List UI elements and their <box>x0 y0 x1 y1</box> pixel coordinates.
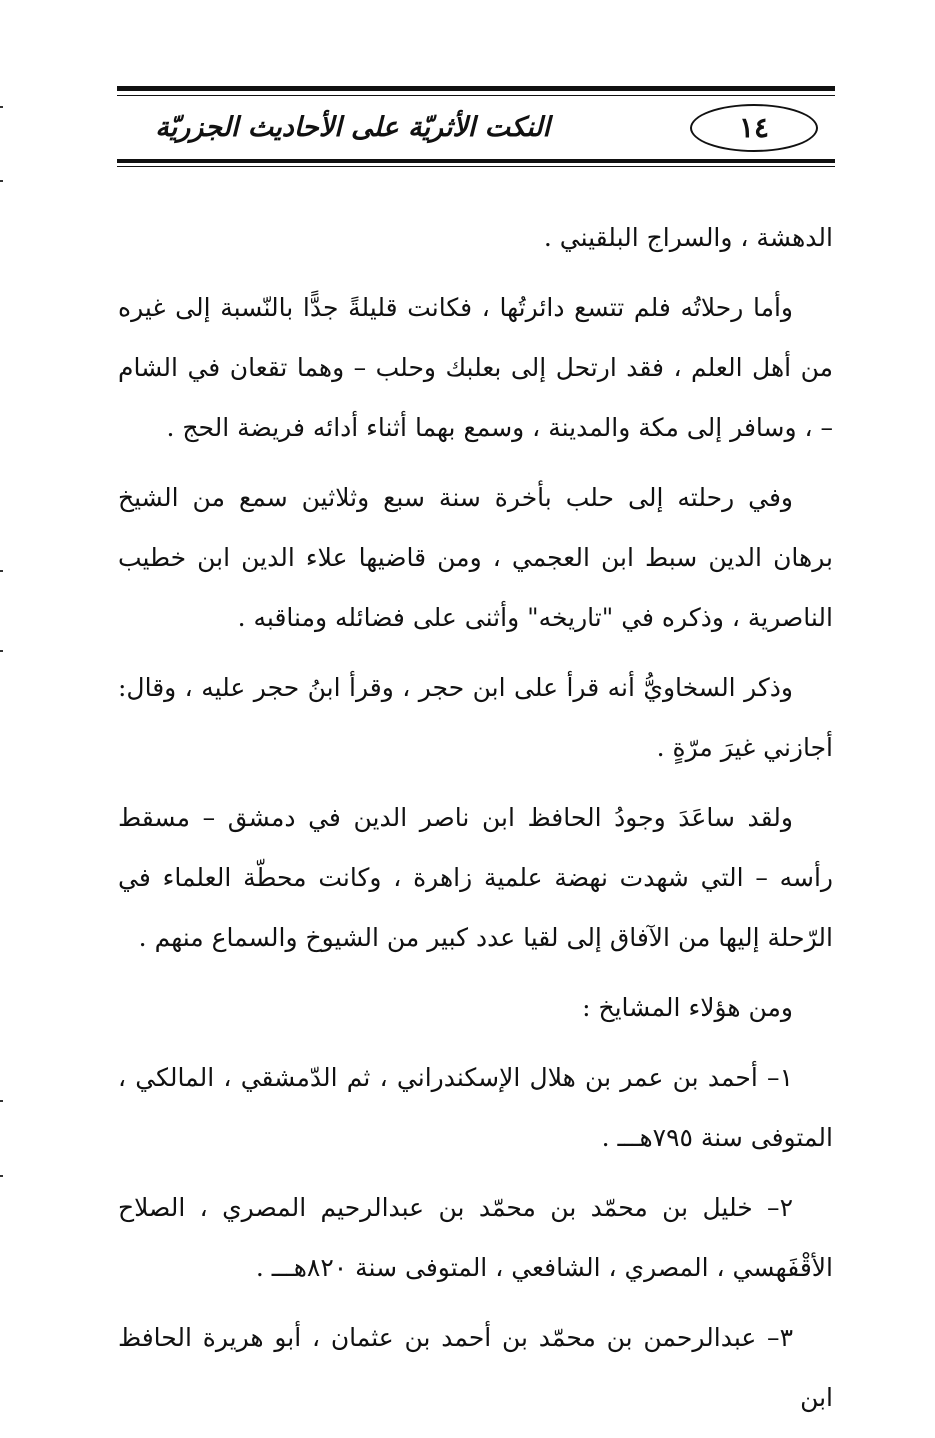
list-item: ٣– عبدالرحمن بن محمّد بن أحمد بن عثمان ، أبو هريرة الحافظ ابن <box>118 1323 833 1412</box>
body-text <box>118 208 833 1438</box>
paragraph: ومن هؤلاء المشايخ : <box>582 993 793 1022</box>
scan-margin-mark <box>0 570 3 572</box>
paragraph: وأما رحلاتُه فلم تتسع دائرتُها ، فكانت قليلةً جدًّا بالنّسبة إلى غيره من أهل العلم ، فقد ارتحل إلى بعلبك وحلب – وهما تقعان في الشام – ، وسافر إلى مكة والمدينة ، وسمع بهما أثناء أدائه فريضة الحج . <box>118 293 833 442</box>
scan-margin-mark <box>0 106 3 108</box>
list-item: ١– أحمد بن عمر بن هلال الإسكندراني ، ثم الدّمشقي ، المالكي ، المتوفى سنة ٧٩٥هـــ . <box>118 1063 833 1152</box>
scan-margin-mark <box>0 180 3 182</box>
paragraph: وفي رحلته إلى حلب بأخرة سنة سبع وثلاثين سمع من الشيخ برهان الدين سبط ابن العجمي ، ومن قاضيها علاء الدين ابن خطيب الناصرية ، وذكره في "تاريخه" وأثنى على فضائله ومناقبه . <box>118 483 833 632</box>
header-rule-bottom-thin <box>117 166 835 167</box>
header-rule-bottom <box>117 159 835 163</box>
scan-margin-mark <box>0 1175 3 1177</box>
list-item: ٢– خليل بن محمّد بن محمّد بن عبدالرحيم المصري ، الصلاح الأقْفَهسي ، المصري ، الشافعي ، المتوفى سنة ٨٢٠هـــ . <box>118 1193 833 1282</box>
scan-margin-mark <box>0 650 3 652</box>
header-rule-top-thin <box>117 95 835 96</box>
page-number: ١٤ <box>690 104 818 152</box>
running-title: النكت الأثريّة على الأحاديث الجزريّة <box>155 112 550 143</box>
header-rule-top <box>117 86 835 91</box>
paragraph: وذكر السخاويُّ أنه قرأ على ابن حجر ، وقرأ ابنُ حجر عليه ، وقال: أجازني غيرَ مرّةٍ . <box>118 673 833 762</box>
paragraph: الدهشة ، والسراج البلقيني . <box>543 223 833 252</box>
paragraph: ولقد ساعَدَ وجودُ الحافظ ابن ناصر الدين في دمشق – مسقط رأسه – التي شهدت نهضة علمية زاهرة ، وكانت محطّة العلماء في الرّحلة إليها من الآفاق إلى لقيا عدد كبير من الشيوخ والسماع منهم . <box>118 803 833 952</box>
scan-margin-mark <box>0 1100 3 1102</box>
